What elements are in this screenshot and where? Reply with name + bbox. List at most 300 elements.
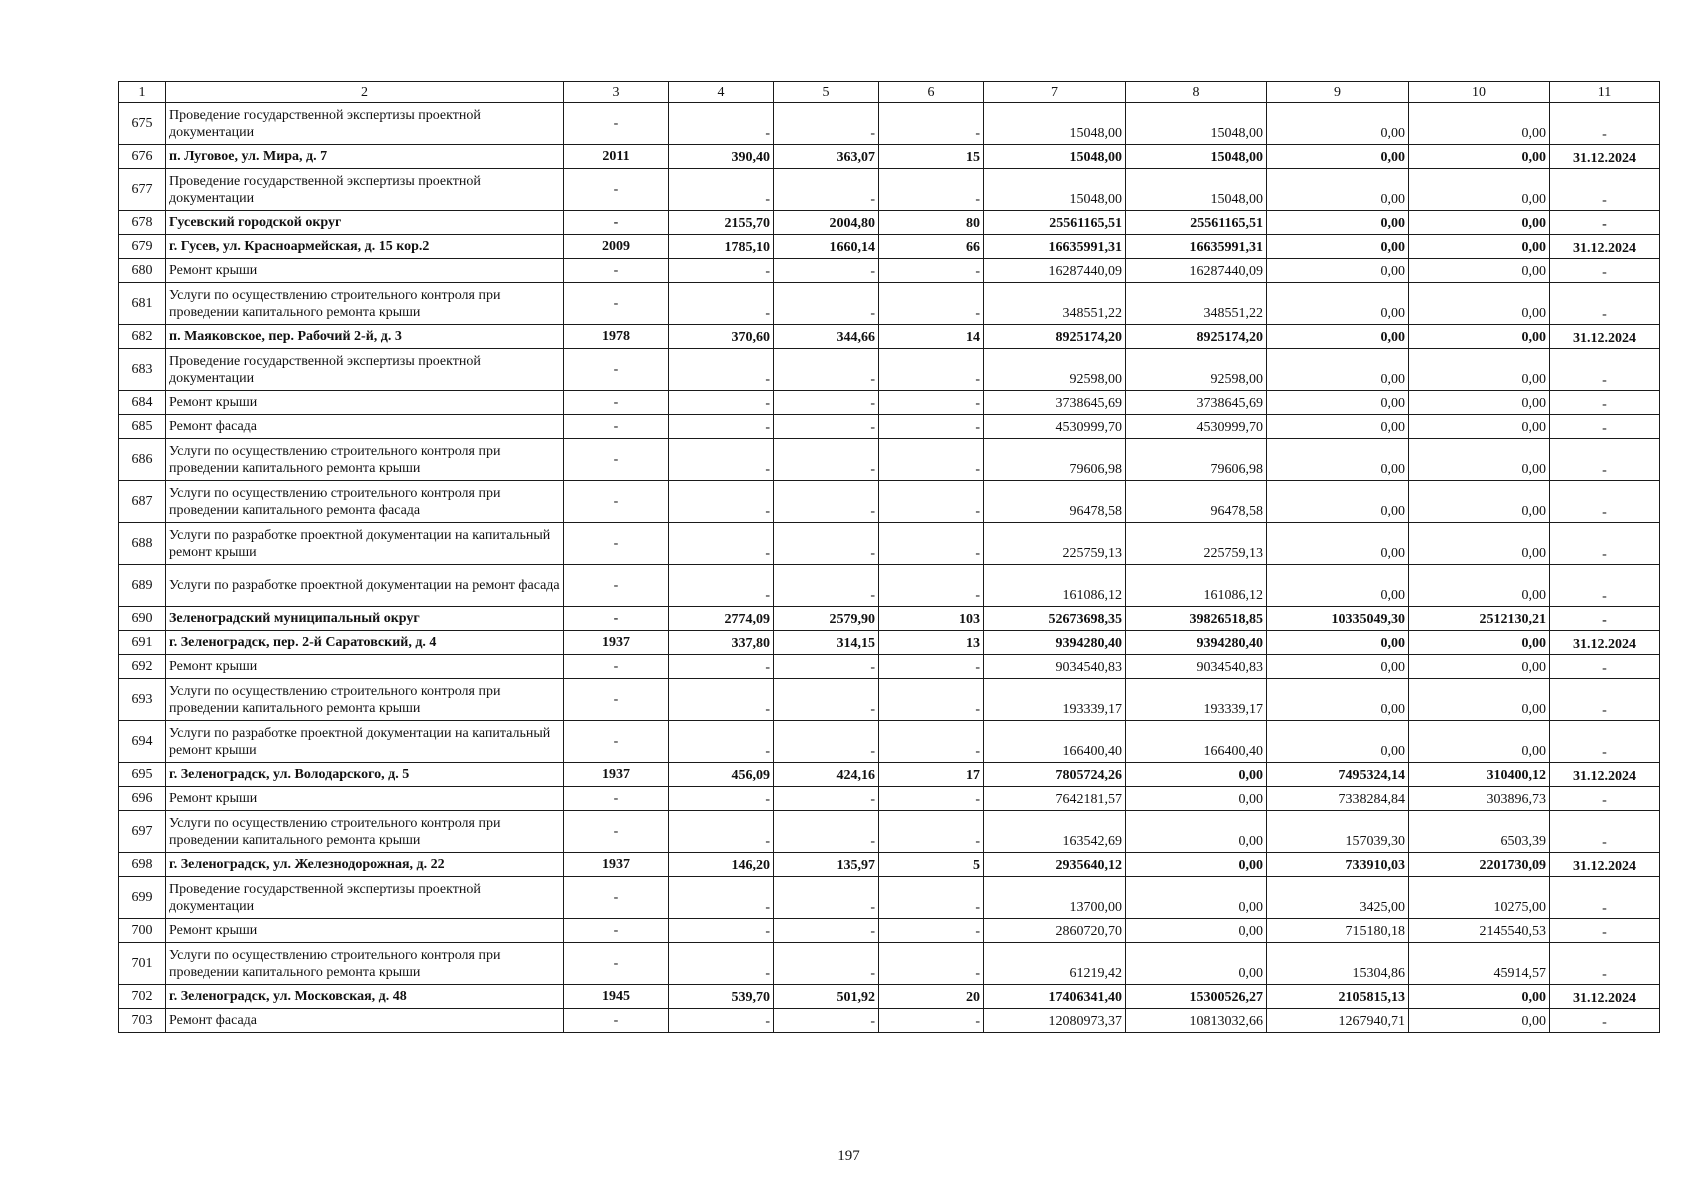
build-year-cell: -: [564, 1009, 669, 1033]
build-year-cell: -: [564, 655, 669, 679]
completion-date-cell: 31.12.2024: [1550, 985, 1660, 1009]
work-name-cell: п. Луговое, ул. Мира, д. 7: [166, 145, 564, 169]
row-number-cell: 692: [119, 655, 166, 679]
work-name-cell: Ремонт фасада: [166, 1009, 564, 1033]
table-row: [119, 523, 1660, 565]
cost-source-9-cell: 0,00: [1267, 235, 1409, 259]
living-area-cell: -: [774, 169, 879, 211]
cost-source-8-cell: 166400,40: [1126, 721, 1267, 763]
total-area-cell: 2155,70: [669, 211, 774, 235]
living-area-cell: 1660,14: [774, 235, 879, 259]
table-row: [119, 211, 1660, 235]
cost-source-10-cell: 303896,73: [1409, 787, 1550, 811]
total-cost-cell: 92598,00: [984, 349, 1126, 391]
living-area-cell: -: [774, 415, 879, 439]
total-cost-cell: 4530999,70: [984, 415, 1126, 439]
cost-source-10-cell: 2145540,53: [1409, 919, 1550, 943]
cost-source-9-cell: 0,00: [1267, 481, 1409, 523]
table-row: [119, 1009, 1660, 1033]
table-row: [119, 325, 1660, 349]
cost-source-9-cell: 0,00: [1267, 631, 1409, 655]
cost-source-10-cell: 0,00: [1409, 391, 1550, 415]
residents-count-cell: -: [879, 415, 984, 439]
cost-source-9-cell: 0,00: [1267, 721, 1409, 763]
residents-count-cell: -: [879, 439, 984, 481]
completion-date-cell: -: [1550, 919, 1660, 943]
residents-count-cell: 5: [879, 853, 984, 877]
cost-source-8-cell: 348551,22: [1126, 283, 1267, 325]
work-name-cell: Услуги по осуществлению строительного контроля при проведении капитального ремонта крыши: [166, 943, 564, 985]
cost-source-10-cell: 0,00: [1409, 415, 1550, 439]
work-name-cell: Проведение государственной экспертизы проектной документации: [166, 877, 564, 919]
total-area-cell: -: [669, 1009, 774, 1033]
residents-count-cell: -: [879, 877, 984, 919]
cost-source-9-cell: 2105815,13: [1267, 985, 1409, 1009]
build-year-cell: 1937: [564, 763, 669, 787]
cost-source-8-cell: 9394280,40: [1126, 631, 1267, 655]
cost-source-9-cell: 0,00: [1267, 283, 1409, 325]
cost-source-8-cell: 10813032,66: [1126, 1009, 1267, 1033]
cost-source-10-cell: 45914,57: [1409, 943, 1550, 985]
build-year-cell: 2009: [564, 235, 669, 259]
cost-source-8-cell: 15048,00: [1126, 145, 1267, 169]
cost-source-9-cell: 0,00: [1267, 145, 1409, 169]
residents-count-cell: 103: [879, 607, 984, 631]
residents-count-cell: 13: [879, 631, 984, 655]
row-number-cell: 691: [119, 631, 166, 655]
cost-source-9-cell: 0,00: [1267, 349, 1409, 391]
build-year-cell: -: [564, 211, 669, 235]
work-name-cell: г. Зеленоградск, ул. Володарского, д. 5: [166, 763, 564, 787]
residents-count-cell: 17: [879, 763, 984, 787]
total-cost-cell: 17406341,40: [984, 985, 1126, 1009]
build-year-cell: -: [564, 811, 669, 853]
residents-count-cell: -: [879, 1009, 984, 1033]
cost-source-8-cell: 0,00: [1126, 853, 1267, 877]
residents-count-cell: 14: [879, 325, 984, 349]
cost-source-8-cell: 161086,12: [1126, 565, 1267, 607]
total-area-cell: 1785,10: [669, 235, 774, 259]
completion-date-cell: -: [1550, 679, 1660, 721]
completion-date-cell: -: [1550, 103, 1660, 145]
table-row: [119, 853, 1660, 877]
cost-source-8-cell: 39826518,85: [1126, 607, 1267, 631]
row-number-cell: 703: [119, 1009, 166, 1033]
completion-date-cell: -: [1550, 283, 1660, 325]
residents-count-cell: -: [879, 721, 984, 763]
residents-count-cell: -: [879, 169, 984, 211]
living-area-cell: -: [774, 943, 879, 985]
cost-source-9-cell: 0,00: [1267, 103, 1409, 145]
build-year-cell: -: [564, 607, 669, 631]
completion-date-cell: -: [1550, 565, 1660, 607]
residents-count-cell: 66: [879, 235, 984, 259]
work-name-cell: г. Зеленоградск, ул. Железнодорожная, д. 22: [166, 853, 564, 877]
row-number-cell: 689: [119, 565, 166, 607]
residents-count-cell: -: [879, 481, 984, 523]
row-number-cell: 677: [119, 169, 166, 211]
table-row: [119, 763, 1660, 787]
total-cost-cell: 16635991,31: [984, 235, 1126, 259]
residents-count-cell: -: [879, 787, 984, 811]
build-year-cell: -: [564, 349, 669, 391]
table-row: [119, 943, 1660, 985]
completion-date-cell: -: [1550, 655, 1660, 679]
residents-count-cell: -: [879, 391, 984, 415]
total-area-cell: 390,40: [669, 145, 774, 169]
cost-source-10-cell: 0,00: [1409, 679, 1550, 721]
completion-date-cell: -: [1550, 943, 1660, 985]
total-area-cell: -: [669, 787, 774, 811]
row-number-cell: 681: [119, 283, 166, 325]
completion-date-cell: 31.12.2024: [1550, 235, 1660, 259]
cost-source-10-cell: 10275,00: [1409, 877, 1550, 919]
living-area-cell: -: [774, 103, 879, 145]
cost-source-9-cell: 7495324,14: [1267, 763, 1409, 787]
table-row: [119, 169, 1660, 211]
work-name-cell: Услуги по осуществлению строительного контроля при проведении капитального ремонта крыши: [166, 679, 564, 721]
completion-date-cell: -: [1550, 211, 1660, 235]
row-number-cell: 678: [119, 211, 166, 235]
living-area-cell: 363,07: [774, 145, 879, 169]
cost-source-9-cell: 0,00: [1267, 679, 1409, 721]
build-year-cell: -: [564, 787, 669, 811]
column-number-row: [119, 82, 1660, 103]
total-area-cell: 370,60: [669, 325, 774, 349]
cost-source-8-cell: 8925174,20: [1126, 325, 1267, 349]
residents-count-cell: -: [879, 919, 984, 943]
row-number-cell: 695: [119, 763, 166, 787]
work-name-cell: Услуги по разработке проектной документации на ремонт фасада: [166, 565, 564, 607]
table-body: [119, 82, 1660, 1033]
work-name-cell: Зеленоградский муниципальный округ: [166, 607, 564, 631]
row-number-cell: 690: [119, 607, 166, 631]
column-header: 8: [1126, 82, 1267, 103]
row-number-cell: 694: [119, 721, 166, 763]
living-area-cell: -: [774, 1009, 879, 1033]
cost-source-10-cell: 0,00: [1409, 523, 1550, 565]
residents-count-cell: -: [879, 259, 984, 283]
cost-source-10-cell: 6503,39: [1409, 811, 1550, 853]
total-area-cell: -: [669, 439, 774, 481]
build-year-cell: -: [564, 169, 669, 211]
cost-source-10-cell: 0,00: [1409, 1009, 1550, 1033]
row-number-cell: 686: [119, 439, 166, 481]
cost-source-8-cell: 15048,00: [1126, 169, 1267, 211]
total-cost-cell: 12080973,37: [984, 1009, 1126, 1033]
cost-source-8-cell: 16287440,09: [1126, 259, 1267, 283]
cost-source-8-cell: 4530999,70: [1126, 415, 1267, 439]
work-name-cell: п. Маяковское, пер. Рабочий 2-й, д. 3: [166, 325, 564, 349]
cost-source-9-cell: 0,00: [1267, 169, 1409, 211]
work-name-cell: Услуги по разработке проектной документации на капитальный ремонт крыши: [166, 523, 564, 565]
total-cost-cell: 15048,00: [984, 145, 1126, 169]
cost-source-9-cell: 0,00: [1267, 439, 1409, 481]
cost-source-10-cell: 2201730,09: [1409, 853, 1550, 877]
total-area-cell: 146,20: [669, 853, 774, 877]
work-name-cell: Услуги по разработке проектной документации на капитальный ремонт крыши: [166, 721, 564, 763]
column-header: 2: [166, 82, 564, 103]
completion-date-cell: -: [1550, 481, 1660, 523]
completion-date-cell: -: [1550, 439, 1660, 481]
total-area-cell: 539,70: [669, 985, 774, 1009]
row-number-cell: 675: [119, 103, 166, 145]
build-year-cell: -: [564, 103, 669, 145]
column-header: 9: [1267, 82, 1409, 103]
cost-source-9-cell: 0,00: [1267, 259, 1409, 283]
cost-source-9-cell: 7338284,84: [1267, 787, 1409, 811]
completion-date-cell: -: [1550, 1009, 1660, 1033]
work-name-cell: Проведение государственной экспертизы проектной документации: [166, 349, 564, 391]
row-number-cell: 682: [119, 325, 166, 349]
table-row: [119, 721, 1660, 763]
column-header: 11: [1550, 82, 1660, 103]
total-cost-cell: 9034540,83: [984, 655, 1126, 679]
living-area-cell: -: [774, 259, 879, 283]
completion-date-cell: 31.12.2024: [1550, 763, 1660, 787]
residents-count-cell: -: [879, 103, 984, 145]
total-cost-cell: 166400,40: [984, 721, 1126, 763]
total-area-cell: -: [669, 523, 774, 565]
residents-count-cell: 15: [879, 145, 984, 169]
cost-source-9-cell: 157039,30: [1267, 811, 1409, 853]
build-year-cell: 1937: [564, 853, 669, 877]
total-cost-cell: 9394280,40: [984, 631, 1126, 655]
work-name-cell: Проведение государственной экспертизы проектной документации: [166, 169, 564, 211]
cost-source-8-cell: 0,00: [1126, 919, 1267, 943]
build-year-cell: -: [564, 877, 669, 919]
cost-source-9-cell: 733910,03: [1267, 853, 1409, 877]
row-number-cell: 683: [119, 349, 166, 391]
total-area-cell: -: [669, 103, 774, 145]
cost-source-8-cell: 0,00: [1126, 877, 1267, 919]
cost-source-9-cell: 0,00: [1267, 523, 1409, 565]
work-name-cell: г. Зеленоградск, пер. 2-й Саратовский, д. 4: [166, 631, 564, 655]
row-number-cell: 696: [119, 787, 166, 811]
living-area-cell: -: [774, 655, 879, 679]
living-area-cell: -: [774, 919, 879, 943]
total-area-cell: -: [669, 919, 774, 943]
total-cost-cell: 52673698,35: [984, 607, 1126, 631]
row-number-cell: 699: [119, 877, 166, 919]
completion-date-cell: -: [1550, 169, 1660, 211]
residents-count-cell: -: [879, 523, 984, 565]
column-header: 1: [119, 82, 166, 103]
cost-source-10-cell: 0,00: [1409, 349, 1550, 391]
build-year-cell: 1945: [564, 985, 669, 1009]
build-year-cell: -: [564, 919, 669, 943]
table-row: [119, 565, 1660, 607]
row-number-cell: 679: [119, 235, 166, 259]
residents-count-cell: -: [879, 943, 984, 985]
build-year-cell: -: [564, 565, 669, 607]
cost-source-9-cell: 15304,86: [1267, 943, 1409, 985]
column-header: 5: [774, 82, 879, 103]
total-area-cell: -: [669, 721, 774, 763]
work-name-cell: Гусевский городской округ: [166, 211, 564, 235]
cost-source-9-cell: 0,00: [1267, 655, 1409, 679]
cost-source-10-cell: 0,00: [1409, 259, 1550, 283]
total-area-cell: -: [669, 565, 774, 607]
cost-source-10-cell: 0,00: [1409, 283, 1550, 325]
cost-source-8-cell: 15048,00: [1126, 103, 1267, 145]
row-number-cell: 685: [119, 415, 166, 439]
completion-date-cell: -: [1550, 349, 1660, 391]
table-row: [119, 919, 1660, 943]
work-name-cell: Услуги по осуществлению строительного контроля при проведении капитального ремонта крыши: [166, 283, 564, 325]
total-area-cell: -: [669, 283, 774, 325]
table-row: [119, 877, 1660, 919]
cost-source-8-cell: 0,00: [1126, 943, 1267, 985]
table-row: [119, 787, 1660, 811]
total-area-cell: -: [669, 349, 774, 391]
work-name-cell: Проведение государственной экспертизы проектной документации: [166, 103, 564, 145]
completion-date-cell: -: [1550, 259, 1660, 283]
cost-source-10-cell: 0,00: [1409, 325, 1550, 349]
cost-source-10-cell: 310400,12: [1409, 763, 1550, 787]
table-row: [119, 631, 1660, 655]
row-number-cell: 684: [119, 391, 166, 415]
total-cost-cell: 79606,98: [984, 439, 1126, 481]
column-header: 6: [879, 82, 984, 103]
row-number-cell: 697: [119, 811, 166, 853]
residents-count-cell: 20: [879, 985, 984, 1009]
column-header: 10: [1409, 82, 1550, 103]
residents-count-cell: -: [879, 283, 984, 325]
work-name-cell: г. Зеленоградск, ул. Московская, д. 48: [166, 985, 564, 1009]
total-cost-cell: 7805724,26: [984, 763, 1126, 787]
cost-source-9-cell: 715180,18: [1267, 919, 1409, 943]
table-row: [119, 679, 1660, 721]
cost-source-10-cell: 0,00: [1409, 211, 1550, 235]
work-name-cell: Ремонт крыши: [166, 259, 564, 283]
total-area-cell: -: [669, 415, 774, 439]
total-cost-cell: 7642181,57: [984, 787, 1126, 811]
table-row: [119, 391, 1660, 415]
cost-source-9-cell: 0,00: [1267, 565, 1409, 607]
total-cost-cell: 163542,69: [984, 811, 1126, 853]
cost-source-9-cell: 1267940,71: [1267, 1009, 1409, 1033]
build-year-cell: -: [564, 679, 669, 721]
cost-source-9-cell: 10335049,30: [1267, 607, 1409, 631]
build-year-cell: -: [564, 943, 669, 985]
build-year-cell: -: [564, 415, 669, 439]
total-cost-cell: 15048,00: [984, 103, 1126, 145]
total-cost-cell: 3738645,69: [984, 391, 1126, 415]
cost-source-8-cell: 0,00: [1126, 811, 1267, 853]
work-name-cell: Услуги по осуществлению строительного контроля при проведении капитального ремонта крыши: [166, 811, 564, 853]
cost-source-10-cell: 0,00: [1409, 565, 1550, 607]
cost-source-10-cell: 0,00: [1409, 985, 1550, 1009]
capital-repair-table: [118, 81, 1660, 1033]
row-number-cell: 688: [119, 523, 166, 565]
living-area-cell: 314,15: [774, 631, 879, 655]
build-year-cell: -: [564, 283, 669, 325]
cost-source-8-cell: 9034540,83: [1126, 655, 1267, 679]
build-year-cell: 1978: [564, 325, 669, 349]
build-year-cell: -: [564, 721, 669, 763]
completion-date-cell: -: [1550, 811, 1660, 853]
living-area-cell: -: [774, 877, 879, 919]
build-year-cell: -: [564, 523, 669, 565]
row-number-cell: 701: [119, 943, 166, 985]
column-header: 7: [984, 82, 1126, 103]
cost-source-10-cell: 0,00: [1409, 145, 1550, 169]
total-cost-cell: 16287440,09: [984, 259, 1126, 283]
living-area-cell: 501,92: [774, 985, 879, 1009]
row-number-cell: 693: [119, 679, 166, 721]
completion-date-cell: -: [1550, 391, 1660, 415]
cost-source-8-cell: 0,00: [1126, 763, 1267, 787]
table-row: [119, 259, 1660, 283]
build-year-cell: -: [564, 391, 669, 415]
cost-source-8-cell: 96478,58: [1126, 481, 1267, 523]
cost-source-10-cell: 0,00: [1409, 655, 1550, 679]
build-year-cell: -: [564, 439, 669, 481]
cost-source-8-cell: 0,00: [1126, 787, 1267, 811]
cost-source-8-cell: 25561165,51: [1126, 211, 1267, 235]
total-area-cell: 337,80: [669, 631, 774, 655]
total-cost-cell: 25561165,51: [984, 211, 1126, 235]
total-cost-cell: 61219,42: [984, 943, 1126, 985]
cost-source-10-cell: 0,00: [1409, 103, 1550, 145]
living-area-cell: -: [774, 391, 879, 415]
total-area-cell: -: [669, 259, 774, 283]
column-header: 4: [669, 82, 774, 103]
table-row: [119, 415, 1660, 439]
row-number-cell: 687: [119, 481, 166, 523]
cost-source-9-cell: 3425,00: [1267, 877, 1409, 919]
table-row: [119, 349, 1660, 391]
living-area-cell: -: [774, 721, 879, 763]
cost-source-10-cell: 2512130,21: [1409, 607, 1550, 631]
total-cost-cell: 193339,17: [984, 679, 1126, 721]
residents-count-cell: -: [879, 565, 984, 607]
total-cost-cell: 348551,22: [984, 283, 1126, 325]
living-area-cell: 2004,80: [774, 211, 879, 235]
row-number-cell: 676: [119, 145, 166, 169]
residents-count-cell: -: [879, 811, 984, 853]
living-area-cell: -: [774, 283, 879, 325]
work-name-cell: Ремонт крыши: [166, 655, 564, 679]
table-row: [119, 985, 1660, 1009]
total-cost-cell: 8925174,20: [984, 325, 1126, 349]
work-name-cell: Ремонт крыши: [166, 919, 564, 943]
column-header: 3: [564, 82, 669, 103]
cost-source-8-cell: 3738645,69: [1126, 391, 1267, 415]
table-row: [119, 607, 1660, 631]
completion-date-cell: -: [1550, 877, 1660, 919]
work-name-cell: Услуги по осуществлению строительного контроля при проведении капитального ремонта фасада: [166, 481, 564, 523]
living-area-cell: 135,97: [774, 853, 879, 877]
total-area-cell: -: [669, 943, 774, 985]
completion-date-cell: 31.12.2024: [1550, 631, 1660, 655]
row-number-cell: 680: [119, 259, 166, 283]
table-row: [119, 145, 1660, 169]
work-name-cell: Ремонт крыши: [166, 787, 564, 811]
cost-source-10-cell: 0,00: [1409, 631, 1550, 655]
total-cost-cell: 2860720,70: [984, 919, 1126, 943]
cost-source-10-cell: 0,00: [1409, 235, 1550, 259]
total-area-cell: -: [669, 169, 774, 211]
living-area-cell: 424,16: [774, 763, 879, 787]
living-area-cell: -: [774, 523, 879, 565]
cost-source-9-cell: 0,00: [1267, 211, 1409, 235]
completion-date-cell: 31.12.2024: [1550, 145, 1660, 169]
cost-source-10-cell: 0,00: [1409, 721, 1550, 763]
total-area-cell: -: [669, 655, 774, 679]
table-row: [119, 811, 1660, 853]
